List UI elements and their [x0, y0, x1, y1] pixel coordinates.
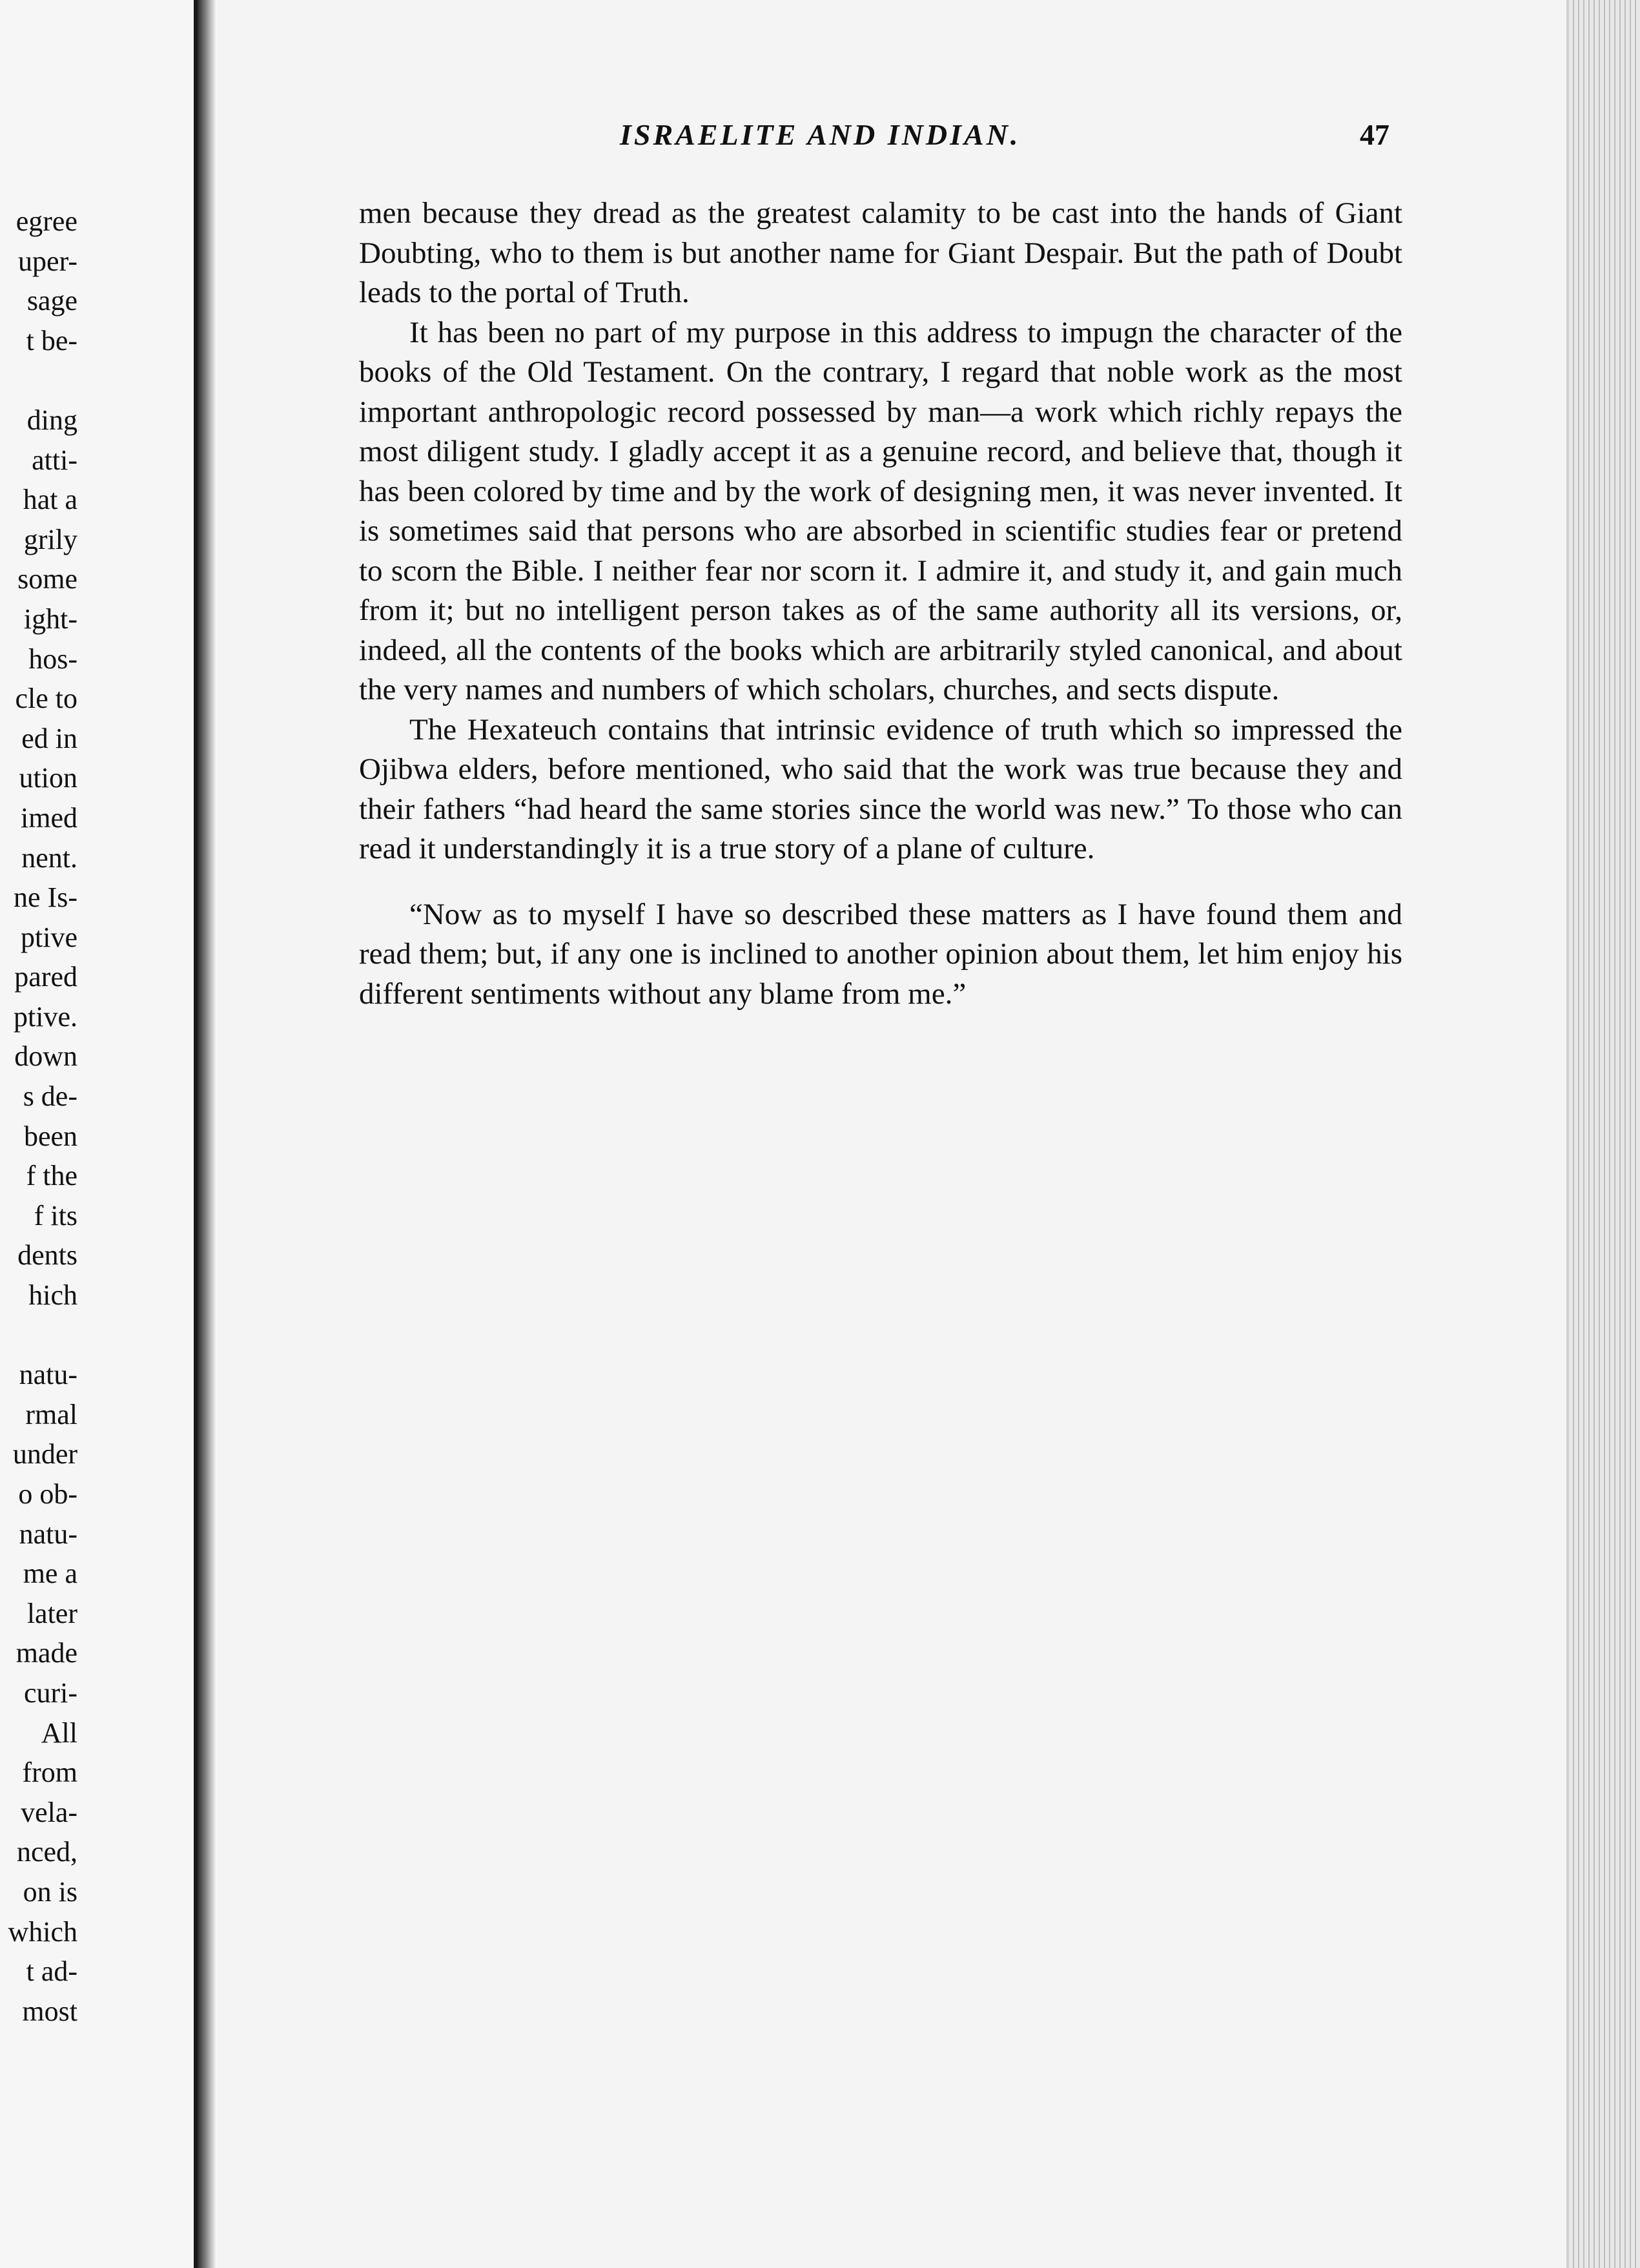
block-quote: “Now as to myself I have so described these matters as I have found them and read them; but, if any one is inclined to another opinion about them, let him enjoy his different sentiments without any blame from me.” — [359, 897, 1402, 1011]
facing-page-line-fragment: o ob- — [18, 1478, 77, 1510]
facing-page-line-fragment: natu- — [19, 1359, 77, 1391]
facing-page-line-fragment: egree — [15, 205, 77, 237]
facing-page-text-fragments — [0, 201, 77, 2031]
facing-page-left — [0, 0, 198, 2268]
paragraph: The Hexateuch contains that intrinsic evidence of truth which so impressed the Ojibwa elders, before mentioned, who said that the work was true because they and their fathers “had heard the same stories since the world was new.” To those who can read it understandingly it is a true story of a plane of culture. — [359, 712, 1402, 865]
facing-page-line-fragment: ne Is- — [14, 881, 77, 914]
facing-page-line-fragment: ptive. — [14, 1000, 77, 1033]
facing-page-line-fragment: ution — [19, 762, 77, 794]
facing-page-line-fragment: ding — [26, 404, 77, 436]
facing-page-gap — [0, 360, 77, 400]
facing-page-line-fragment: dents — [17, 1239, 77, 1272]
facing-page-line-fragment: later — [26, 1597, 77, 1629]
facing-page-line-fragment: t ad- — [26, 1955, 77, 1988]
page-edges — [1569, 0, 1640, 2268]
facing-page-line-fragment: sage — [26, 285, 77, 317]
facing-page-gap — [0, 1315, 77, 1356]
facing-page-line-fragment: atti- — [32, 444, 77, 476]
facing-page-line-fragment: ed in — [21, 722, 77, 754]
facing-page-line-fragment: curi- — [23, 1676, 77, 1709]
facing-page-line-fragment: All — [41, 1716, 77, 1749]
facing-page-line-fragment: made — [15, 1637, 77, 1669]
facing-page-line-fragment: hat a — [23, 484, 77, 516]
facing-page-line-fragment: on is — [23, 1875, 77, 1908]
facing-page-line-fragment: nent. — [21, 841, 77, 874]
facing-page-line-fragment: some — [17, 563, 77, 595]
facing-page-line-fragment: nced, — [16, 1836, 77, 1868]
facing-page-line-fragment: me a — [23, 1558, 77, 1590]
facing-page-line-fragment: f its — [34, 1199, 77, 1232]
facing-page-line-fragment: imed — [21, 801, 77, 834]
facing-page-line-fragment: ight- — [23, 603, 77, 635]
facing-page-line-fragment: from — [22, 1757, 77, 1789]
facing-page-line-fragment: t be- — [26, 324, 77, 356]
facing-page-line-fragment: rmal — [25, 1398, 77, 1430]
book-gutter — [198, 0, 217, 2268]
facing-page-line-fragment: f the — [26, 1160, 77, 1192]
facing-page-line-fragment: natu- — [19, 1518, 77, 1550]
running-head: ISRAELITE AND INDIAN. — [620, 118, 1021, 151]
facing-page-line-fragment: hich — [28, 1279, 77, 1312]
facing-page-line-fragment: vela- — [21, 1796, 77, 1828]
facing-page-line-fragment: s de- — [23, 1080, 77, 1113]
facing-page-line-fragment: down — [14, 1040, 77, 1073]
facing-page-line-fragment: ptive — [21, 921, 77, 953]
facing-page-line-fragment: most — [22, 1995, 77, 2027]
body-text — [359, 194, 1402, 1014]
facing-page-line-fragment: hos- — [28, 643, 77, 675]
facing-page-line-fragment: been — [23, 1120, 77, 1152]
page-number: 47 — [1360, 118, 1389, 151]
facing-page-line-fragment: pared — [14, 961, 77, 993]
facing-page-line-fragment: uper- — [18, 245, 77, 277]
facing-page-line-fragment: under — [12, 1438, 77, 1470]
facing-page-line-fragment: cle to — [15, 683, 77, 715]
paragraph-continued: men because they dread as the greatest calamity to be cast into the hands of Giant Doubting, who to them is but another name for Giant Despair. But the path of Doubt leads to the portal of Truth. — [359, 196, 1402, 309]
facing-page-line-fragment: grily — [23, 523, 77, 555]
paragraph: It has been no part of my purpose in this address to impugn the character of the books of the Old Testament. On the contrary, I regard that noble work as the most important anthropologic record possessed by man—a work which richly repays the most diligent study. I gladly accept it as a genuine record, and believe that, though it has been colored by time and by the work of designing men, it was never invented. It is sometimes said that persons who are absorbed in scientific studies fear or pretend to scorn the Bible. I neither fear nor scorn it. I admire it, and study it, and gain much from it; but no intelligent person takes as of the same authority all its versions, or, indeed, all the contents of the books which are arbitrarily styled canonical, and about the very names and numbers of which scholars, churches, and sects dispute. — [359, 315, 1402, 706]
facing-page-line-fragment: which — [8, 1915, 77, 1948]
